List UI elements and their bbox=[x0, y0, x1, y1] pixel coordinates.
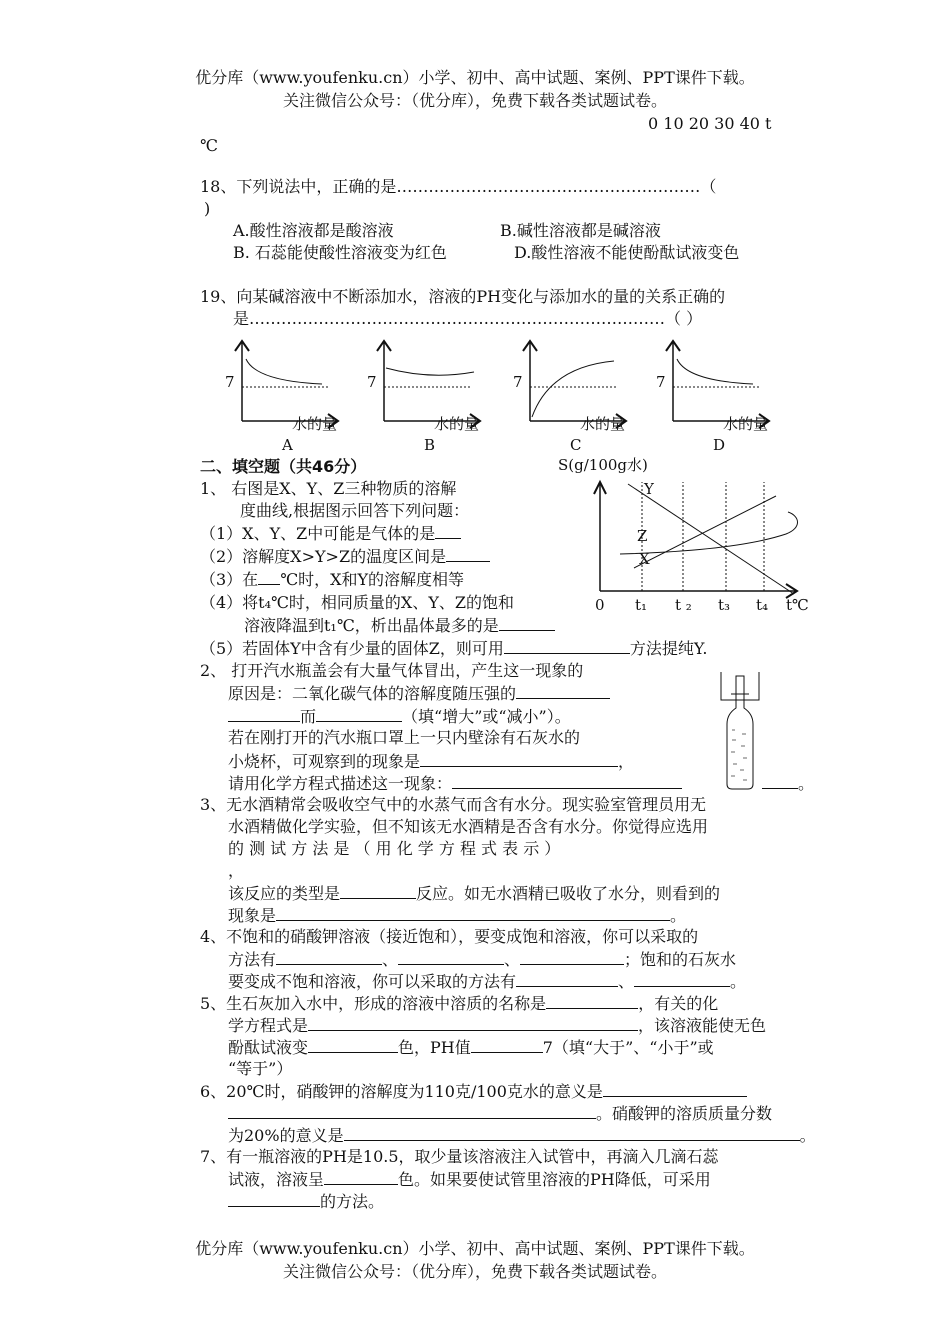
p6-blank-1[interactable] bbox=[603, 1080, 747, 1097]
p3-blank-type[interactable] bbox=[340, 882, 416, 899]
p5-line-4: “等于”） bbox=[228, 1059, 293, 1078]
p7-line-1: 7、有一瓶溶液的PH是10.5，取少量该溶液注入试管中，再滴入几滴石蕊 bbox=[200, 1147, 719, 1166]
p1-line-2: 度曲线,根据图示回答下列问题： bbox=[240, 501, 470, 520]
q18-paren: ) bbox=[204, 199, 211, 218]
p6-line-3-end: 。 bbox=[799, 1126, 816, 1145]
header-line-1: 优分库（www.youfenku.cn）小学、初中、高中试题、案例、PPT课件下载。 bbox=[195, 68, 755, 87]
p2-line-6-text: 请用化学方程式描述这一现象： bbox=[228, 774, 453, 793]
p5-line-3-text: 酚酞试液变 bbox=[228, 1038, 309, 1057]
p5-line-2-text: 学方程式是 bbox=[228, 1016, 309, 1035]
p1-q4: （4）将t₄℃时，相同质量的X、Y、Z的饱和 bbox=[200, 593, 514, 612]
x-tick-label: t℃ bbox=[786, 596, 809, 614]
p5-blank-equation[interactable] bbox=[308, 1014, 638, 1031]
y-axis-label: S(g/100g水) bbox=[558, 456, 648, 474]
p7-line-3 bbox=[228, 1190, 384, 1213]
p2-line-3-hint: （填“增大”或“减小”）。 bbox=[402, 707, 571, 726]
q19-graph-A bbox=[225, 341, 338, 454]
top-axis-unit: ℃ bbox=[200, 136, 218, 155]
seven-label: 7 bbox=[225, 373, 235, 391]
p2-line-2 bbox=[228, 682, 610, 705]
p6-line-2 bbox=[228, 1102, 772, 1125]
p2-blank-4[interactable] bbox=[452, 772, 682, 789]
section-2-title: 二、填空题（共46分） bbox=[200, 457, 367, 476]
p5-line-1-end: ，有关的化 bbox=[638, 994, 719, 1013]
x-tick-label: t₃ bbox=[718, 596, 731, 614]
curve-label-x: X bbox=[639, 550, 650, 568]
p4-blank-5[interactable] bbox=[634, 970, 730, 987]
p4-blank-2[interactable] bbox=[398, 948, 504, 965]
p2-blank-2[interactable] bbox=[316, 705, 402, 722]
p6-line-3 bbox=[228, 1124, 816, 1147]
option-letter: C bbox=[570, 436, 582, 454]
p3-line-6-text: 现象是 bbox=[228, 906, 277, 925]
q18-option-d: D.酸性溶液不能使酚酞试液变色 bbox=[514, 243, 740, 262]
p4-sep-2: 、 bbox=[504, 950, 521, 969]
curve-label-z: Z bbox=[637, 527, 648, 545]
p4-line-3-end: 。 bbox=[730, 972, 747, 991]
footer-line-2: 关注微信公众号：（优分库），免费下载各类试题试卷。 bbox=[282, 1262, 667, 1281]
p4-line-3-text: 要变成不饱和溶液，你可以采取的方法有 bbox=[228, 972, 517, 991]
solubility-chart bbox=[558, 456, 820, 616]
q18-option-b: B.碱性溶液都是碱溶液 bbox=[500, 221, 661, 240]
p6-line-2-text: 。硝酸钾的溶质质量分数 bbox=[596, 1104, 773, 1123]
p5-blank-solute[interactable] bbox=[546, 992, 638, 1009]
q18-option-a: A.酸性溶液都是酸溶液 bbox=[233, 221, 394, 240]
p5-blank-ph[interactable] bbox=[471, 1036, 543, 1053]
p1-q3-blank[interactable] bbox=[258, 568, 280, 585]
x-tick-label: t ₂ bbox=[675, 596, 692, 614]
p3-line-1: 3、无水酒精常会吸收空气中的水蒸气而含有水分。现实验室管理员用无 bbox=[200, 795, 707, 814]
option-letter: A bbox=[282, 436, 293, 454]
p7-blank-color[interactable] bbox=[324, 1168, 398, 1185]
p5-line-3-ph: 色，PH值 bbox=[398, 1038, 471, 1057]
p1-q1-blank[interactable] bbox=[435, 522, 461, 539]
p3-line-5 bbox=[228, 882, 720, 905]
p7-line-2 bbox=[228, 1168, 711, 1191]
p7-line-3-end: 的方法。 bbox=[320, 1192, 385, 1211]
p3-line-6 bbox=[228, 904, 686, 927]
p1-q3 bbox=[200, 568, 464, 591]
ph-curve bbox=[677, 359, 753, 384]
p5-line-3-end: 7（填“大于”、“小于”或 bbox=[542, 1038, 714, 1057]
p3-line-5-text: 该反应的类型是 bbox=[228, 884, 341, 903]
q19-graph-D bbox=[656, 341, 769, 454]
p2-line-6-end: 。 bbox=[798, 774, 815, 793]
x-label: 水的量 bbox=[580, 415, 626, 433]
p4-line-3 bbox=[228, 970, 746, 993]
p3-line-2: 水酒精做化学实验，但不知该无水酒精是否含有水分。你觉得应选用 bbox=[228, 817, 709, 836]
p6-line-3-text: 为20%的意义是 bbox=[228, 1126, 344, 1145]
p2-line-1: 2、 打开汽水瓶盖会有大量气体冒出，产生这一现象的 bbox=[200, 661, 584, 680]
p1-q4-text: 溶液降温到t₁℃，析出晶体最多的是 bbox=[244, 616, 499, 635]
option-letter: D bbox=[713, 436, 726, 454]
q19-stem-2: 是……………………………………………………………………（ ） bbox=[233, 309, 703, 328]
origin-label: 0 bbox=[595, 596, 605, 614]
p3-blank-phenomenon[interactable] bbox=[276, 904, 670, 921]
x-tick-label: t₄ bbox=[756, 596, 769, 614]
p1-q5-text-b: 方法提纯Y. bbox=[629, 639, 708, 658]
option-letter: B bbox=[424, 436, 436, 454]
p2-line-3 bbox=[228, 705, 571, 728]
p4-sep-1: 、 bbox=[382, 950, 399, 969]
x-label: 水的量 bbox=[434, 415, 480, 433]
p3-line-5-text-b: 反应。如无水酒精已吸收了水分，则看到的 bbox=[416, 884, 721, 903]
p1-q5-text-a: （5）若固体Y中含有少量的固体Z，则可用 bbox=[200, 639, 504, 658]
p6-blank-2[interactable] bbox=[344, 1124, 800, 1141]
p2-blank-1-cont[interactable] bbox=[228, 705, 300, 722]
p7-line-2-end: 色。如果要使试管里溶液的PH降低，可采用 bbox=[398, 1170, 711, 1189]
p1-q2 bbox=[200, 545, 490, 568]
p2-line-5-comma: ， bbox=[618, 752, 635, 771]
footer-line-1: 优分库（www.youfenku.cn）小学、初中、高中试题、案例、PPT课件下载。 bbox=[195, 1239, 755, 1258]
x-tick-label: t₁ bbox=[635, 596, 648, 614]
curve-z bbox=[634, 496, 776, 568]
top-axis-ticks: 0 10 20 30 40 t bbox=[648, 114, 772, 133]
p1-q4-cont bbox=[244, 614, 555, 637]
p4-blank-4[interactable] bbox=[516, 970, 618, 987]
p7-blank-method[interactable] bbox=[228, 1190, 320, 1207]
p4-line-2-end: ；饱和的石灰水 bbox=[624, 950, 737, 969]
p5-line-2 bbox=[228, 1014, 766, 1037]
p4-line-1: 4、不饱和的硝酸钾溶液（接近饱和），要变成饱和溶液，你可以采取的 bbox=[200, 927, 699, 946]
p2-line-5 bbox=[228, 750, 634, 773]
ph-curve bbox=[532, 361, 614, 417]
seven-label: 7 bbox=[367, 373, 377, 391]
q18-stem: 18、下列说法中，正确的是…………………………………………………（ bbox=[200, 177, 717, 196]
p2-blank-3[interactable] bbox=[420, 750, 618, 767]
seven-label: 7 bbox=[513, 373, 523, 391]
p1-q2-text: （2）溶解度X>Y>Z的温度区间是 bbox=[200, 547, 447, 566]
p1-q4-blank[interactable] bbox=[499, 614, 555, 631]
p4-line-2-text: 方法有 bbox=[228, 950, 277, 969]
header-line-2: 关注微信公众号：（优分库），免费下载各类试题试卷。 bbox=[282, 91, 667, 110]
p2-line-5-text: 小烧杯，可观察到的现象是 bbox=[228, 752, 421, 771]
p5-line-2-end: ，该溶液能使无色 bbox=[638, 1016, 767, 1035]
p3-line-6-end: 。 bbox=[670, 906, 687, 925]
p3-line-3: 的 测 试 方 法 是 （ 用 化 学 方 程 式 表 示 ） bbox=[228, 839, 561, 858]
p4-sep-3: 、 bbox=[618, 972, 635, 991]
x-label: 水的量 bbox=[292, 415, 338, 433]
p2-line-2-text: 原因是：二氧化碳气体的溶解度随压强的 bbox=[228, 684, 517, 703]
q19-graphs bbox=[0, 335, 950, 455]
p1-q2-blank[interactable] bbox=[446, 545, 490, 562]
ph-curve bbox=[246, 359, 322, 384]
p2-line-3-er: 而 bbox=[300, 707, 317, 726]
p1-q5-blank[interactable] bbox=[504, 637, 630, 654]
ph-curve bbox=[386, 368, 474, 375]
p7-line-2-text: 试液，溶液呈 bbox=[228, 1170, 325, 1189]
p4-line-2 bbox=[228, 948, 736, 971]
p2-blank-1[interactable] bbox=[516, 682, 610, 699]
p5-line-1 bbox=[200, 992, 718, 1015]
curve-label-y: Y bbox=[644, 480, 654, 498]
p5-blank-color[interactable] bbox=[308, 1036, 398, 1053]
q18-option-c: B. 石蕊能使酸性溶液变为红色 bbox=[233, 243, 447, 262]
p4-blank-3[interactable] bbox=[520, 948, 624, 965]
p6-line-1-text: 6、20℃时，硝酸钾的溶解度为110克/100克水的意义是 bbox=[200, 1082, 603, 1101]
p1-q1-text: （1）X、Y、Z中可能是气体的是 bbox=[200, 524, 436, 543]
q19-stem: 19、向某碱溶液中不断添加水，溶液的PH变化与添加水的量的关系正确的 bbox=[200, 287, 726, 306]
p5-line-3 bbox=[228, 1036, 714, 1059]
p1-q3-text-a: （3）在 bbox=[200, 570, 259, 589]
soda-bottle-beaker-drawing bbox=[718, 668, 778, 793]
q19-graph-B bbox=[367, 341, 480, 454]
p3-line-4: ， bbox=[228, 861, 245, 880]
p2-line-4: 若在刚打开的汽水瓶口罩上一只内壁涂有石灰水的 bbox=[228, 728, 581, 747]
p4-blank-1[interactable] bbox=[276, 948, 382, 965]
p1-line-1: 1、 右图是X、Y、Z三种物质的溶解 bbox=[200, 479, 457, 498]
p5-line-1-text: 5、生石灰加入水中，形成的溶液中溶质的名称是 bbox=[200, 994, 547, 1013]
p1-q1 bbox=[200, 522, 461, 545]
q19-graph-C bbox=[513, 341, 626, 454]
p1-q5 bbox=[200, 637, 707, 660]
seven-label: 7 bbox=[656, 373, 666, 391]
x-label: 水的量 bbox=[723, 415, 769, 433]
p6-blank-1-cont[interactable] bbox=[228, 1102, 596, 1119]
p6-line-1 bbox=[200, 1080, 747, 1103]
p1-q3-text-b: ℃时，X和Y的溶解度相等 bbox=[280, 570, 465, 589]
